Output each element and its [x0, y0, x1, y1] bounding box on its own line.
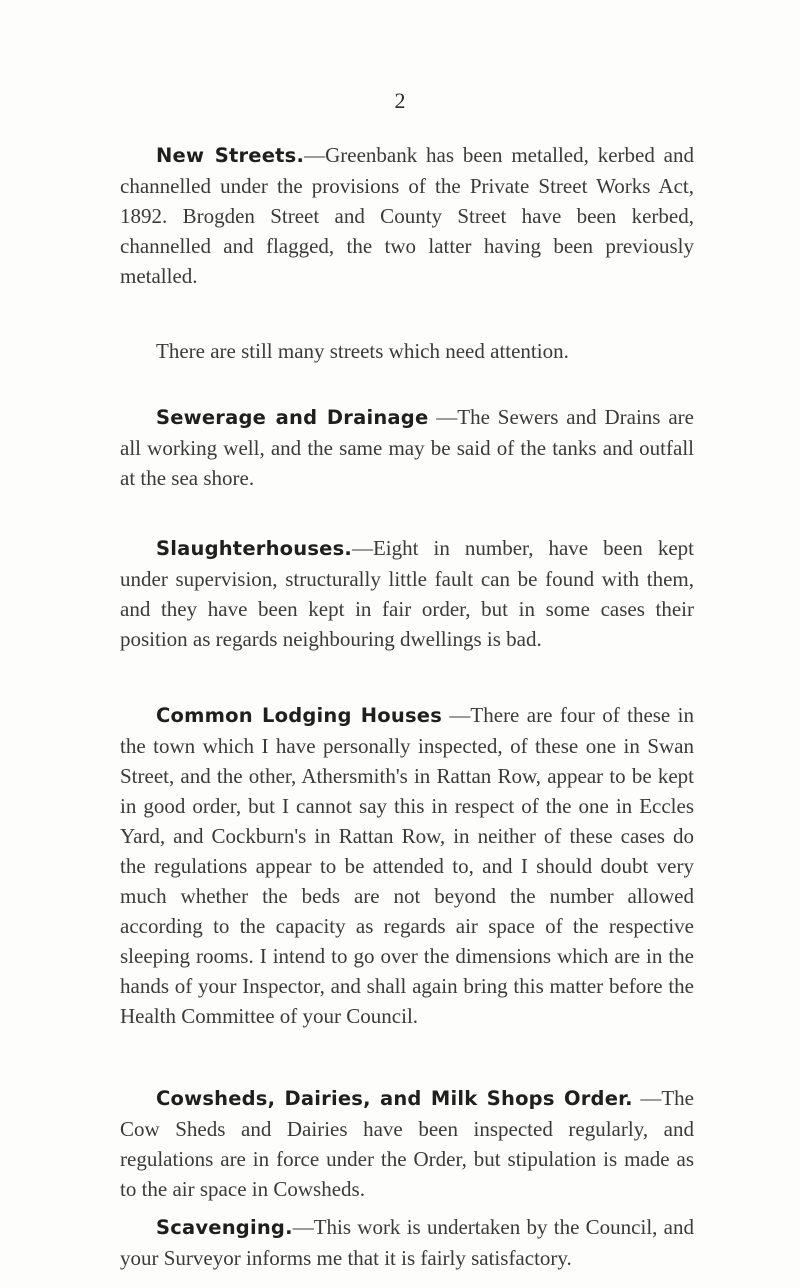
- section-text: —The Cow Sheds and Dairies have been inspected regularly, and regulations are in force under the Order, but stipulation is made as to the air space in Cowsheds.: [120, 1086, 694, 1201]
- section-text: There are still many streets which need attention.: [156, 339, 569, 363]
- page-number: 2: [394, 88, 406, 113]
- section-heading: Cowsheds, Dairies, and Milk Shops Order.: [156, 1087, 633, 1110]
- section-new-streets: [120, 140, 694, 291]
- section-scavenging: [120, 1212, 694, 1273]
- section-cowsheds-dairies: [120, 1083, 694, 1204]
- section-common-lodging-houses: [120, 700, 694, 1031]
- section-slaughterhouses: [120, 533, 694, 654]
- section-text: —The Sewers and Drains are all working well, and the same may be said of the tanks and outfall at the sea shore.: [120, 405, 694, 490]
- section-text: —This work is undertaken by the Council, and your Surveyor informs me that it is fairly satisfactory.: [120, 1215, 694, 1270]
- section-text: —Greenbank has been metalled, kerbed and channelled under the provisions of the Private Street Works Act, 1892. Brogden Street and County Street have been kerbed, channelled and flagged, the two latter having been previously metalled.: [120, 143, 694, 288]
- section-text: —Eight in number, have been kept under supervision, structurally little fault can be found with them, and they have been kept in fair order, but in some cases their position as regards neighbouring dwellings is bad.: [120, 536, 694, 651]
- section-heading: Slaughterhouses.: [156, 537, 352, 560]
- section-heading: Common Lodging Houses: [156, 704, 443, 727]
- section-heading: New Streets.: [156, 144, 305, 167]
- section-text: —There are four of these in the town which I have personally inspected, of these one in Swan Street, and the other, Athersmith's in Rattan Row, appear to be kept in good order, but I cannot say this in respect of the one in Eccles Yard, and Cockburn's in Rattan Row, in neither of these cases do the regulations appear to be attended to, and I should doubt very much whether the beds are not beyond the number allowed according to the capacity as regards air space of the respective sleeping rooms. I intend to go over the dimensions which are in the hands of your Inspector, and shall again bring this matter before the Health Committee of your Council.: [120, 703, 694, 1028]
- section-sewerage-drainage: [120, 402, 694, 493]
- section-streets-attention: [120, 336, 694, 366]
- section-heading: Scavenging.: [156, 1216, 293, 1239]
- section-heading: Sewerage and Drainage: [156, 406, 429, 429]
